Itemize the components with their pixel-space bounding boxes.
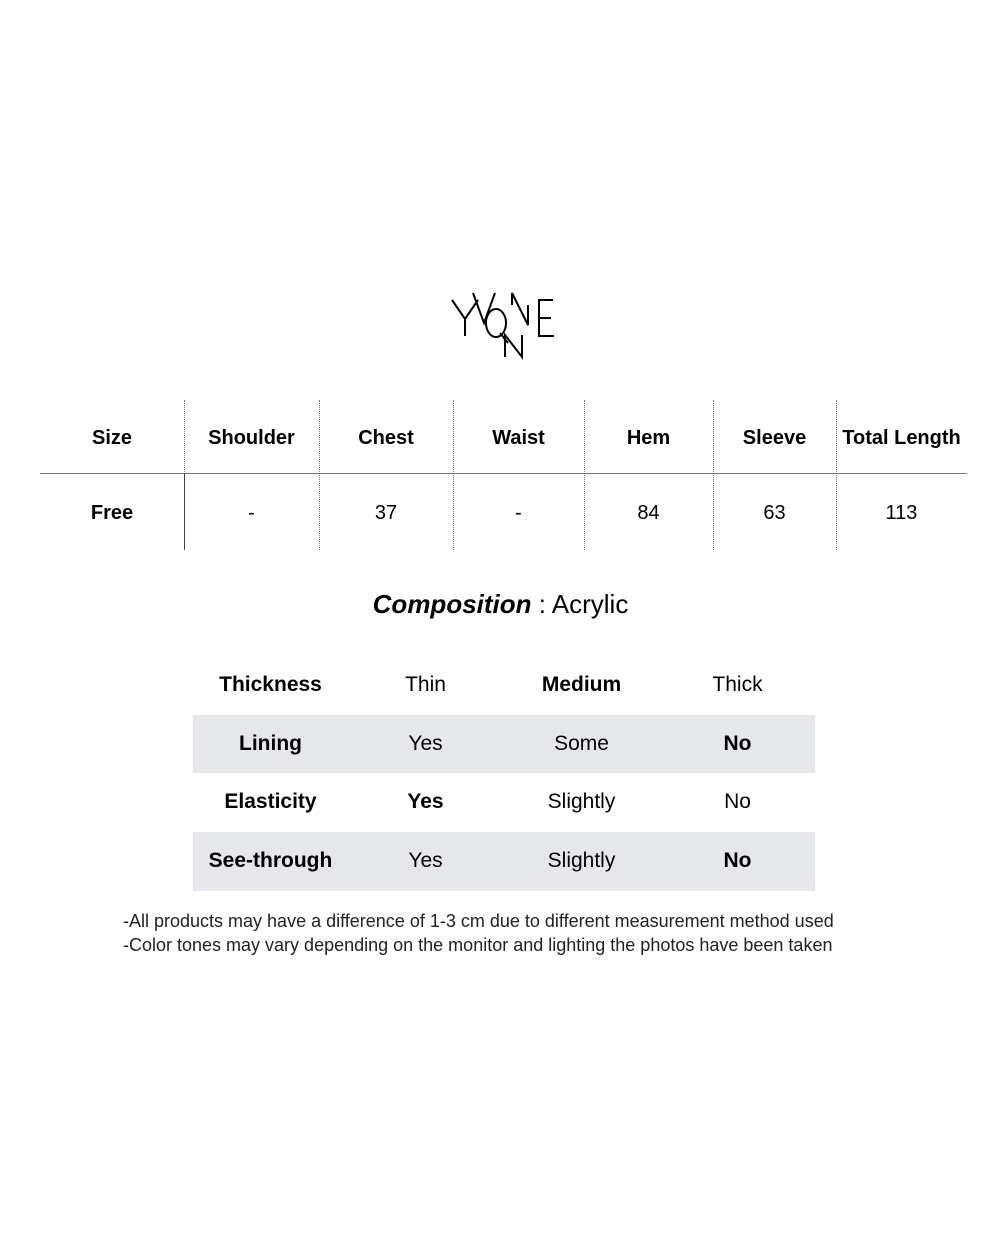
attribute-row-lining (193, 715, 815, 774)
header-size: Size (91, 427, 133, 449)
attribute-option: Thick (712, 673, 763, 696)
attribute-row-thickness (193, 656, 815, 715)
value-hem: 84 (637, 502, 660, 524)
value-total-length: 113 (885, 502, 918, 524)
column-divider (453, 400, 454, 550)
value-chest: 37 (374, 502, 398, 524)
header-shoulder: Shoulder (208, 427, 295, 449)
header-hem: Hem (626, 427, 671, 449)
attribute-option: Thin (405, 673, 446, 696)
header-waist: Waist (492, 427, 545, 449)
attribute-option: No (723, 849, 752, 873)
attribute-option: Yes (408, 731, 443, 755)
fabric-attributes-table (193, 656, 815, 891)
attribute-option: Yes (408, 849, 443, 873)
attribute-option: No (724, 790, 751, 814)
attribute-row-elasticity (193, 773, 815, 832)
composition-value: Acrylic (551, 589, 629, 619)
value-waist: - (515, 502, 522, 524)
attribute-option: No (723, 731, 752, 755)
column-divider (319, 400, 320, 550)
attribute-name: Thickness (219, 673, 322, 696)
size-table (40, 400, 967, 550)
logo-mark (440, 285, 565, 365)
header-total-length: Total Length (842, 427, 961, 449)
value-shoulder: - (248, 502, 255, 524)
disclaimer-notes (123, 909, 923, 957)
attribute-option: Yes (407, 790, 444, 814)
attribute-option: Some (554, 731, 609, 755)
value-size: Free (90, 502, 134, 524)
attribute-name: Elasticity (224, 790, 317, 814)
composition-line (0, 588, 1001, 620)
header-sleeve: Sleeve (742, 427, 807, 449)
column-divider (713, 400, 714, 550)
attribute-row-see-through (193, 832, 815, 891)
attribute-option: Slightly (547, 790, 616, 814)
note-color-tones: -Color tones may vary depending on the monitor and lighting the photos have been taken (123, 935, 833, 955)
value-sleeve: 63 (763, 502, 786, 524)
attribute-name: See-through (208, 849, 333, 873)
header-chest: Chest (358, 427, 414, 449)
note-measurement: -All products may have a difference of 1-3 cm due to different measurement method used (123, 911, 834, 931)
attribute-option: Medium (541, 673, 622, 696)
attribute-option: Slightly (547, 849, 616, 873)
attribute-name: Lining (239, 731, 302, 755)
column-divider (836, 400, 837, 550)
composition-label: Composition (372, 589, 532, 619)
column-divider (584, 400, 585, 550)
brand-logo (440, 285, 565, 365)
composition-separator: : (531, 589, 552, 619)
header-divider (40, 473, 967, 474)
